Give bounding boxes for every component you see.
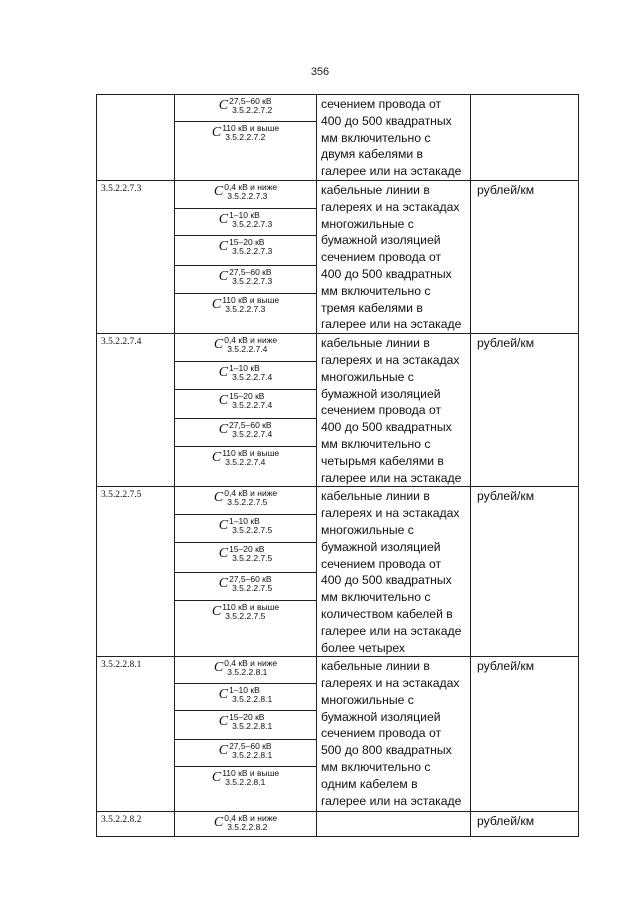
code-subscript: 3.5.2.2.7.5 — [232, 552, 273, 563]
rate-scripts — [222, 296, 279, 314]
rate-cell — [175, 419, 317, 447]
rate-symbol: C — [218, 98, 229, 113]
code-subscript: 3.5.2.2.7.4 — [227, 344, 268, 355]
voltage-superscript: 0,4 кВ и ниже — [224, 335, 278, 346]
description-line: сечением провода от — [321, 97, 442, 111]
description-line: 400 до 500 квадратных — [321, 113, 452, 128]
description-line: галерее или на эстакаде — [321, 793, 462, 808]
table-row — [97, 487, 579, 515]
description-line: мм включительно с — [321, 130, 431, 145]
table-row — [97, 334, 579, 362]
description-line: галереях и на эстакадах — [321, 506, 460, 521]
unit-text: рублей/км — [477, 814, 535, 829]
code-subscript: 3.5.2.2.7.4 — [232, 371, 273, 382]
rate-formula — [175, 545, 316, 563]
rate-scripts — [229, 713, 272, 731]
description-line: бумажной изоляцией — [321, 539, 441, 554]
item-code: 3.5.2.2.7.4 — [101, 337, 142, 348]
voltage-superscript: 27,5–60 кВ — [229, 267, 272, 278]
rate-cell — [175, 361, 317, 389]
unit-cell — [471, 180, 579, 333]
rate-cell — [175, 740, 317, 767]
rate-symbol: C — [211, 603, 222, 619]
rate-cell — [175, 572, 317, 600]
voltage-superscript: 15–20 кВ — [229, 543, 265, 554]
rate-cell — [175, 208, 317, 236]
code-subscript: 3.5.2.2.7.3 — [232, 276, 273, 287]
rate-symbol: C — [218, 687, 229, 703]
item-code: 3.5.2.2.7.3 — [101, 183, 142, 194]
description-line: галерее или на эстакаде — [321, 317, 462, 332]
description-line: одним кабелем в — [321, 776, 418, 791]
item-code-cell — [97, 95, 175, 181]
rate-symbol: C — [211, 125, 222, 141]
rate-symbol: C — [218, 392, 229, 408]
rate-formula — [175, 421, 316, 439]
rate-cell — [175, 767, 317, 812]
rate-scripts — [224, 489, 277, 507]
voltage-superscript: 0,4 кВ и ниже — [224, 658, 278, 669]
description-text — [317, 181, 470, 333]
rate-formula — [175, 814, 316, 832]
rate-scripts — [224, 814, 277, 832]
description-line: галерее или на эстакаде — [321, 164, 462, 179]
tariff-table — [96, 94, 579, 837]
description-line: 500 до 800 квадратных — [321, 743, 452, 758]
voltage-superscript: 15–20 кВ — [229, 390, 265, 401]
table-row — [97, 812, 579, 837]
description-cell — [317, 180, 471, 333]
rate-symbol: C — [213, 815, 224, 831]
rate-symbol: C — [218, 714, 229, 730]
description-text — [317, 487, 470, 656]
rate-formula — [175, 517, 316, 535]
description-line: мм включительно с — [321, 436, 431, 451]
description-line: 400 до 500 квадратных — [321, 420, 452, 435]
description-line: кабельные линии в — [321, 336, 430, 351]
rate-symbol: C — [218, 545, 229, 561]
description-line: многожильные с — [321, 369, 414, 384]
rate-symbol: C — [218, 743, 229, 759]
rate-scripts — [229, 575, 272, 593]
rate-symbol: C — [213, 337, 224, 353]
voltage-superscript: 1–10 кВ — [229, 685, 260, 696]
rate-cell — [175, 294, 317, 334]
voltage-superscript: 1–10 кВ — [229, 516, 260, 527]
description-cell — [317, 95, 471, 181]
description-line: галереях и на эстакадах — [321, 199, 460, 214]
item-code-cell — [97, 487, 175, 657]
rate-scripts — [229, 364, 272, 382]
rate-symbol: C — [218, 422, 229, 438]
rate-formula — [175, 713, 316, 731]
rate-cell — [175, 600, 317, 657]
rate-symbol: C — [218, 269, 229, 285]
page-number: 356 — [310, 66, 330, 78]
code-subscript: 3.5.2.2.7.5 — [227, 497, 268, 508]
description-cell — [317, 487, 471, 657]
description-line: галереях и на эстакадах — [321, 676, 460, 691]
voltage-superscript: 110 кВ и выше — [222, 601, 280, 612]
item-code: 3.5.2.2.7.5 — [101, 490, 142, 501]
unit-cell — [471, 657, 579, 812]
code-subscript: 3.5.2.2.7.5 — [232, 582, 273, 593]
unit-cell — [471, 334, 579, 487]
voltage-superscript: 110 кВ и выше — [222, 295, 280, 306]
rate-scripts — [229, 686, 272, 704]
rate-scripts — [229, 97, 272, 115]
table-row — [97, 657, 579, 684]
rate-cell — [175, 266, 317, 294]
rate-symbol: C — [213, 490, 224, 506]
rate-cell — [175, 487, 317, 515]
rate-cell — [175, 447, 317, 487]
rate-formula — [175, 124, 316, 142]
rate-scripts — [224, 336, 277, 354]
description-line: мм включительно с — [321, 590, 431, 605]
code-subscript: 3.5.2.2.7.5 — [225, 610, 266, 621]
item-code-cell — [97, 657, 175, 812]
unit-text: рублей/км — [477, 336, 535, 351]
tariff-table-body — [97, 95, 579, 837]
description-line: бумажной изоляцией — [321, 233, 441, 248]
unit-text: рублей/км — [477, 659, 535, 674]
voltage-superscript: 27,5–60 кВ — [229, 96, 272, 106]
code-subscript: 3.5.2.2.8.2 — [227, 822, 268, 833]
rate-symbol: C — [218, 239, 229, 255]
description-line: бумажной изоляцией — [321, 709, 441, 724]
rate-scripts — [224, 183, 277, 201]
description-line: сечением провода от — [321, 250, 442, 265]
rate-cell — [175, 515, 317, 543]
rate-formula — [175, 769, 316, 787]
rate-scripts — [229, 211, 272, 229]
rate-formula — [175, 183, 316, 201]
rate-formula — [175, 392, 316, 410]
rate-scripts — [229, 545, 272, 563]
rate-cell — [175, 180, 317, 208]
rate-scripts — [229, 421, 272, 439]
rate-symbol: C — [213, 660, 224, 676]
description-text — [317, 657, 470, 809]
description-line: тремя кабелями в — [321, 300, 423, 315]
rate-formula — [175, 296, 316, 314]
code-subscript: 3.5.2.2.7.4 — [225, 457, 266, 468]
description-text — [317, 95, 470, 180]
rate-cell — [175, 684, 317, 711]
description-text — [317, 812, 470, 813]
rate-symbol: C — [218, 364, 229, 380]
description-line: многожильные с — [321, 216, 414, 231]
voltage-superscript: 0,4 кВ и ниже — [224, 813, 278, 824]
unit-text: рублей/км — [477, 489, 535, 504]
rate-scripts — [222, 124, 279, 142]
rate-cell — [175, 389, 317, 419]
code-subscript: 3.5.2.2.7.4 — [232, 429, 273, 440]
rate-scripts — [224, 659, 277, 677]
rate-cell — [175, 711, 317, 740]
voltage-superscript: 110 кВ и выше — [222, 123, 280, 134]
voltage-superscript: 27,5–60 кВ — [229, 420, 272, 431]
rate-formula — [175, 449, 316, 467]
description-line: более четырех — [321, 640, 405, 655]
voltage-superscript: 15–20 кВ — [229, 712, 265, 723]
description-line: многожильные с — [321, 522, 414, 537]
rate-scripts — [229, 517, 272, 535]
rate-scripts — [222, 603, 279, 621]
rate-formula — [175, 575, 316, 593]
rate-formula — [175, 489, 316, 507]
code-subscript: 3.5.2.2.8.1 — [225, 777, 266, 788]
description-line: галерее или на эстакаде — [321, 470, 462, 485]
table-row — [97, 95, 579, 122]
rate-symbol: C — [211, 297, 222, 313]
description-line: четырьмя кабелями в — [321, 453, 444, 468]
rate-scripts — [222, 449, 279, 467]
unit-text — [471, 95, 578, 97]
voltage-superscript: 0,4 кВ и ниже — [224, 181, 278, 192]
rate-formula — [175, 659, 316, 677]
description-cell — [317, 812, 471, 837]
voltage-superscript: 1–10 кВ — [229, 362, 260, 373]
description-line: кабельные линии в — [321, 659, 430, 674]
description-line: сечением провода от — [321, 403, 442, 418]
rate-formula — [175, 603, 316, 621]
description-text — [317, 334, 470, 486]
voltage-superscript: 1–10 кВ — [229, 209, 260, 220]
rate-cell — [175, 95, 317, 122]
code-subscript: 3.5.2.2.7.3 — [232, 246, 273, 257]
code-subscript: 3.5.2.2.8.1 — [232, 694, 273, 705]
rate-formula — [175, 742, 316, 760]
code-subscript: 3.5.2.2.7.2 — [232, 105, 273, 115]
description-line: мм включительно с — [321, 283, 431, 298]
description-line: кабельные линии в — [321, 182, 430, 197]
voltage-superscript: 15–20 кВ — [229, 237, 265, 248]
rate-symbol: C — [218, 518, 229, 534]
item-code: 3.5.2.2.8.1 — [101, 660, 142, 671]
rate-cell — [175, 122, 317, 181]
rate-formula — [175, 97, 316, 115]
rate-cell — [175, 542, 317, 572]
code-subscript: 3.5.2.2.8.1 — [232, 721, 273, 732]
unit-cell — [471, 95, 579, 181]
code-subscript: 3.5.2.2.8.1 — [232, 750, 273, 761]
rate-cell — [175, 236, 317, 266]
description-cell — [317, 334, 471, 487]
rate-cell — [175, 334, 317, 362]
description-line: 400 до 500 квадратных — [321, 266, 452, 281]
item-code: 3.5.2.2.8.2 — [101, 815, 142, 826]
code-subscript: 3.5.2.2.7.4 — [232, 399, 273, 410]
description-line: кабельные линии в — [321, 489, 430, 504]
item-code-cell — [97, 812, 175, 837]
rate-scripts — [229, 238, 272, 256]
item-code-cell — [97, 180, 175, 333]
rate-formula — [175, 211, 316, 229]
rate-symbol: C — [218, 211, 229, 227]
description-line: галереях и на эстакадах — [321, 352, 460, 367]
rate-scripts — [229, 268, 272, 286]
unit-cell — [471, 487, 579, 657]
rate-formula — [175, 238, 316, 256]
rate-formula — [175, 336, 316, 354]
description-line: мм включительно с — [321, 760, 431, 775]
table-row — [97, 180, 579, 208]
rate-formula — [175, 364, 316, 382]
code-subscript: 3.5.2.2.8.1 — [227, 667, 268, 678]
description-cell — [317, 657, 471, 812]
description-line: двумя кабелями в — [321, 147, 423, 162]
unit-cell — [471, 812, 579, 837]
description-line: сечением провода от — [321, 556, 442, 571]
code-subscript: 3.5.2.2.7.2 — [225, 132, 266, 143]
rate-scripts — [229, 392, 272, 410]
rate-symbol: C — [218, 575, 229, 591]
description-line: многожильные с — [321, 692, 414, 707]
rate-scripts — [222, 769, 279, 787]
description-line: галерее или на эстакаде — [321, 623, 462, 638]
description-line: 400 до 500 квадратных — [321, 573, 452, 588]
rate-symbol: C — [213, 183, 224, 199]
voltage-superscript: 27,5–60 кВ — [229, 573, 272, 584]
voltage-superscript: 27,5–60 кВ — [229, 741, 272, 752]
item-code-cell — [97, 334, 175, 487]
code-subscript: 3.5.2.2.7.3 — [227, 190, 268, 201]
voltage-superscript: 110 кВ и выше — [222, 768, 280, 779]
voltage-superscript: 0,4 кВ и ниже — [224, 488, 278, 499]
rate-formula — [175, 686, 316, 704]
rate-cell — [175, 812, 317, 837]
rate-formula — [175, 268, 316, 286]
rate-scripts — [229, 742, 272, 760]
rate-symbol: C — [211, 770, 222, 786]
description-line: количеством кабелей в — [321, 606, 453, 621]
code-subscript: 3.5.2.2.7.3 — [225, 304, 266, 315]
rate-symbol: C — [211, 450, 222, 466]
description-line: бумажной изоляцией — [321, 386, 441, 401]
code-subscript: 3.5.2.2.7.5 — [232, 525, 273, 536]
description-line: сечением провода от — [321, 726, 442, 741]
voltage-superscript: 110 кВ и выше — [222, 448, 280, 459]
item-code — [97, 95, 174, 98]
code-subscript: 3.5.2.2.7.3 — [232, 218, 273, 229]
rate-cell — [175, 657, 317, 684]
unit-text: рублей/км — [477, 182, 535, 197]
